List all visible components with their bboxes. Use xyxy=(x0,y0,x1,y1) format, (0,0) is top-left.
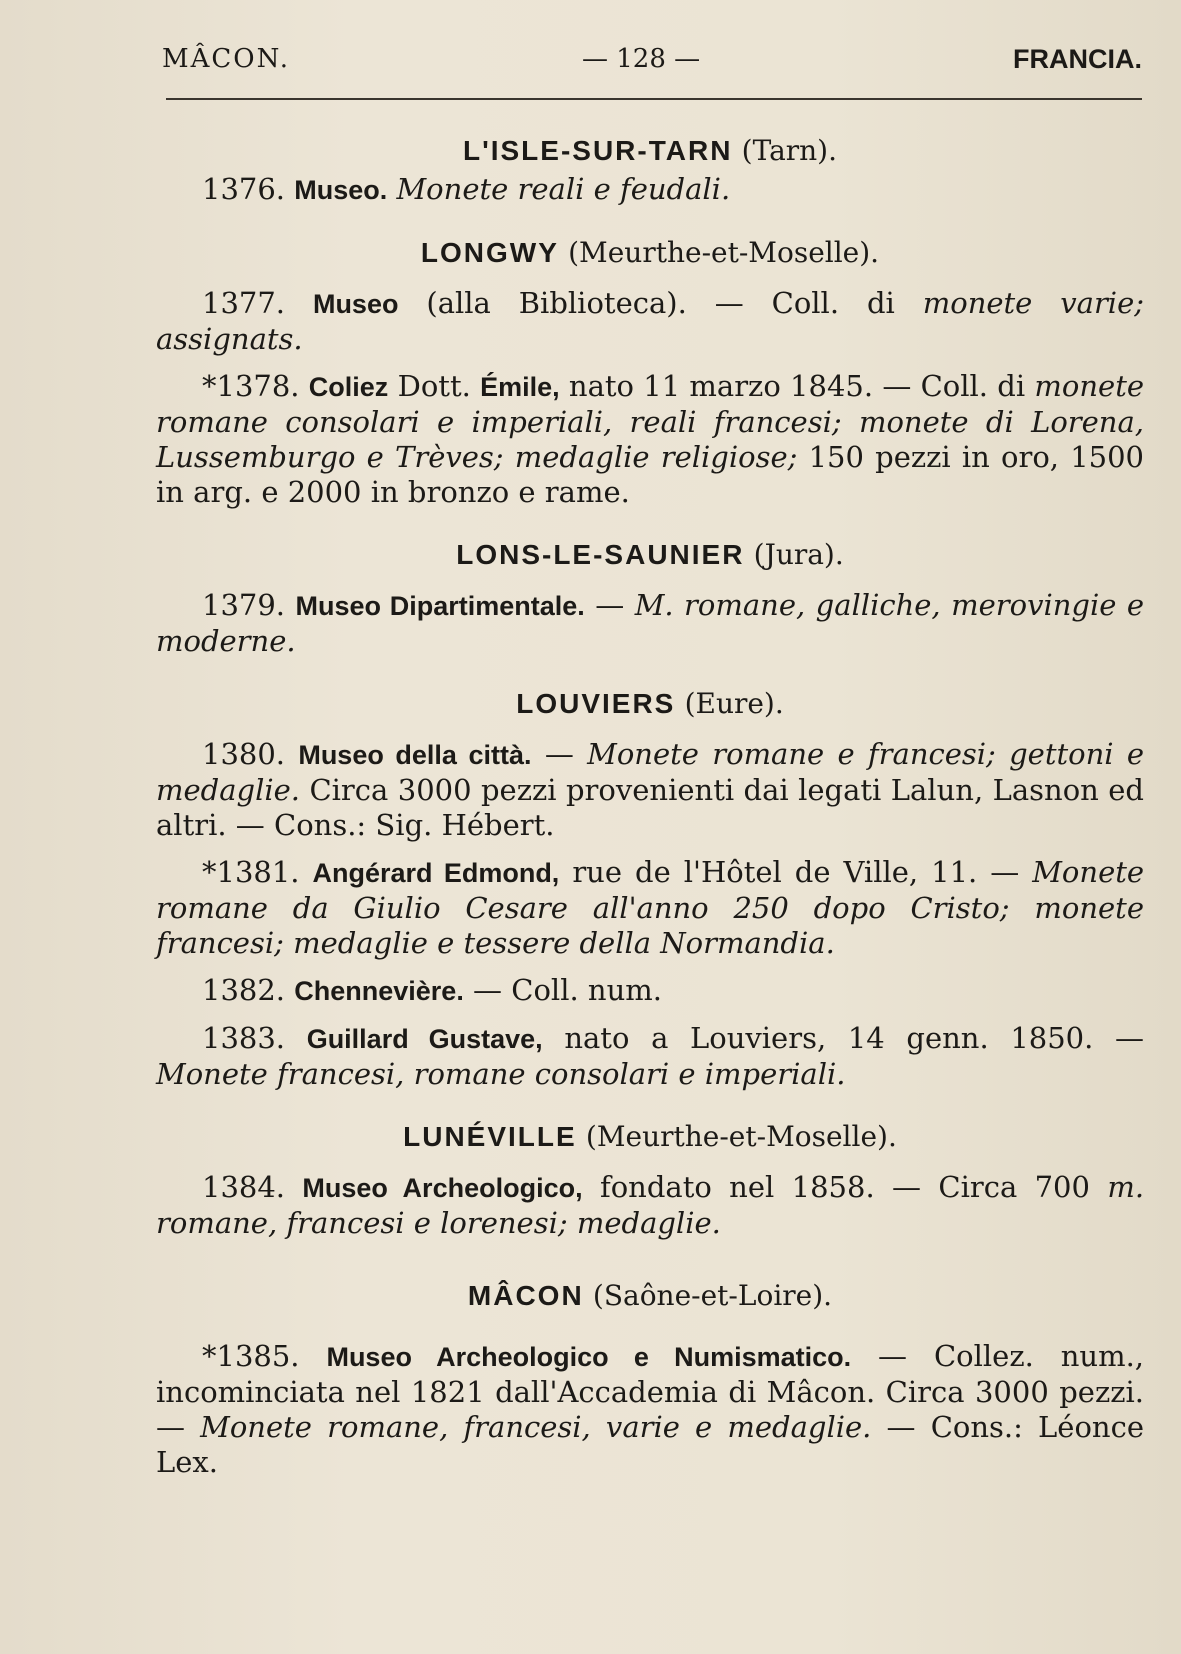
page-number: — 128 — xyxy=(582,44,701,74)
entry-1384 xyxy=(156,1170,1144,1241)
section-heading xyxy=(156,532,1144,576)
entry-title: Dott. xyxy=(397,369,471,403)
entry-1385 xyxy=(156,1339,1144,1480)
entry-text: — Collez. num., incominciata nel 1821 dall'Accademia di Mâcon. Circa 3000 pezzi. — xyxy=(156,1339,1145,1444)
entry-1382 xyxy=(156,973,1144,1009)
section-heading xyxy=(156,681,1144,725)
entry-text: nato 11 marzo 1845. — Coll. di xyxy=(568,369,1026,403)
entry-name: Coliez xyxy=(308,372,389,402)
region-name: (Tarn). xyxy=(741,134,838,167)
place-name: LUNÉVILLE xyxy=(403,1121,577,1152)
running-header xyxy=(162,44,1142,84)
entry-description: Monete romane e francesi; gettoni e medaglie. xyxy=(156,737,1145,807)
region-name: (Eure). xyxy=(684,687,784,720)
entry-1379 xyxy=(156,588,1144,659)
section-heading xyxy=(156,1273,1144,1317)
entry-text: — xyxy=(544,737,574,771)
entry-text-2: 150 pezzi in oro, 1500 in arg. e 2000 in bronzo e rame. xyxy=(156,440,1144,509)
entry-name: Chennevière. xyxy=(294,976,464,1006)
place-name: LONGWY xyxy=(420,237,559,268)
running-head-right: FRANCIA. xyxy=(1013,44,1142,74)
entry-name: Angérard Edmond, xyxy=(312,858,560,888)
entry-number: 1377. xyxy=(202,286,286,320)
entry-text: rue de l'Hôtel de Ville, 11. — xyxy=(572,855,1020,889)
header-rule xyxy=(166,98,1142,100)
entry-1378 xyxy=(156,369,1144,510)
entry-text-2: Circa 3000 pezzi provenienti dai legati Lalun, Lasnon ed altri. — Cons.: Sig. Hébert. xyxy=(156,773,1144,842)
entry-text: — xyxy=(595,588,625,622)
place-name: MÂCON xyxy=(467,1280,584,1311)
entry-name: Museo. xyxy=(294,175,388,205)
running-head-left: MÂCON. xyxy=(162,44,290,74)
entry-number: *1385. xyxy=(202,1339,300,1373)
entry-number: 1380. xyxy=(202,737,286,771)
entry-1383 xyxy=(156,1021,1144,1092)
entry-1376 xyxy=(156,172,1144,208)
entry-description: Monete romane, francesi, varie e medaglie. xyxy=(200,1410,872,1444)
entry-name-first: Émile, xyxy=(480,372,560,402)
entry-name: Museo Archeologico, xyxy=(302,1173,583,1203)
entry-name: Museo Dipartimentale. xyxy=(295,591,585,621)
entry-text: nato a Louviers, 14 genn. 1850. — xyxy=(564,1021,1144,1055)
entry-description: m. romane, francesi e lorenesi; medaglie. xyxy=(156,1170,1145,1240)
entry-description: Monete francesi, romane consolari e imperiali. xyxy=(156,1057,846,1091)
place-name: LOUVIERS xyxy=(516,688,676,719)
entry-text: (alla Biblioteca). — Coll. di xyxy=(426,286,895,320)
entry-1377 xyxy=(156,286,1144,357)
entry-number: 1382. xyxy=(202,973,286,1007)
entry-name: Museo della città. xyxy=(298,740,532,770)
entry-1381 xyxy=(156,855,1144,961)
entry-number: *1381. xyxy=(202,855,300,889)
place-name: L'ISLE-SUR-TARN xyxy=(462,135,733,166)
entry-number: 1379. xyxy=(202,588,286,622)
entry-description: monete varie; assignats. xyxy=(156,286,1145,356)
entry-number: 1383. xyxy=(202,1021,286,1055)
section-heading xyxy=(156,1114,1144,1158)
entry-1380 xyxy=(156,737,1144,843)
entry-name: Guillard Gustave, xyxy=(306,1024,543,1054)
entry-number: *1378. xyxy=(202,369,300,403)
place-name: LONS-LE-SAUNIER xyxy=(456,539,745,570)
entry-description: Monete reali e feudali. xyxy=(396,172,731,206)
entry-number: 1376. xyxy=(202,172,286,206)
entry-text: — Coll. num. xyxy=(473,973,662,1007)
region-name: (Saône-et-Loire). xyxy=(592,1279,833,1312)
region-name: (Jura). xyxy=(753,538,844,571)
entry-description: Monete romane da Giulio Cesare all'anno 250 dopo Cristo; monete francesi; medaglie e tessere della Normandia. xyxy=(156,855,1145,960)
region-name: (Meurthe-et-Moselle). xyxy=(568,236,880,269)
entry-name: Museo Archeologico e Numismatico. xyxy=(326,1342,852,1372)
page-body xyxy=(156,128,1144,1480)
entry-text-2: — Cons.: Léonce Lex. xyxy=(156,1410,1145,1479)
region-name: (Meurthe-et-Moselle). xyxy=(585,1120,897,1153)
entry-description: M. romane, galliche, merovingie e moderne. xyxy=(156,588,1145,658)
entry-text: fondato nel 1858. — Circa 700 xyxy=(599,1170,1090,1204)
section-heading xyxy=(156,128,1144,172)
entry-description: monete romane consolari e imperiali, reali francesi; monete di Lorena, Lussemburgo e Trèves; medaglie religiose; xyxy=(156,369,1145,474)
entry-number: 1384. xyxy=(202,1170,286,1204)
section-heading xyxy=(156,230,1144,274)
entry-name: Museo xyxy=(312,289,399,319)
